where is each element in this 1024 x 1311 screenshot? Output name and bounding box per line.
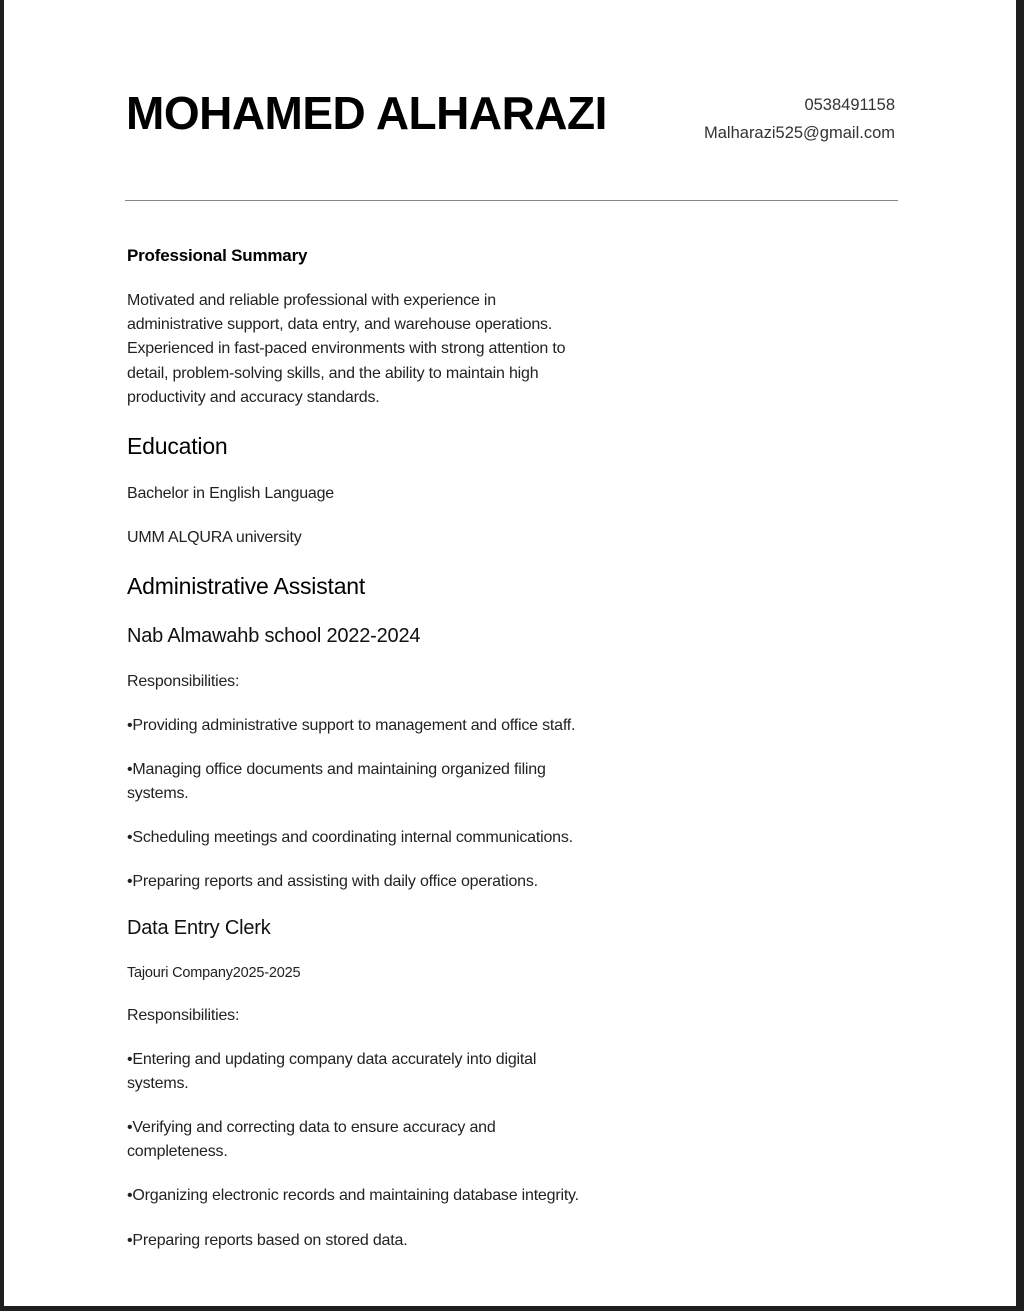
job1-responsibilities-label: Responsibilities: [127, 673, 240, 690]
job2-bullet-continued: systems. [127, 1075, 189, 1092]
summary-line: productivity and accuracy standards. [127, 389, 380, 406]
candidate-name: MOHAMED ALHARAZI [126, 87, 607, 139]
job2-bullet: •Organizing electronic records and maintaining database integrity. [127, 1187, 579, 1204]
education-heading: Education [127, 433, 228, 459]
job1-bullet: •Providing administrative support to management and office staff. [127, 717, 576, 734]
education-degree: Bachelor in English Language [127, 485, 335, 502]
job2-bullet: •Entering and updating company data accurately into digital [127, 1051, 537, 1068]
header-divider [125, 200, 898, 201]
job2-bullet: •Preparing reports based on stored data. [127, 1232, 408, 1249]
job1-bullet-continued: systems. [127, 785, 189, 802]
job2-company: Tajouri Company2025-2025 [127, 965, 301, 981]
job1-bullet: •Preparing reports and assisting with daily office operations. [127, 873, 538, 890]
resume-page [4, 0, 1016, 1306]
job2-responsibilities-label: Responsibilities: [127, 1007, 240, 1024]
job1-bullet: •Scheduling meetings and coordinating internal communications. [127, 829, 573, 846]
job1-bullet: •Managing office documents and maintaining organized filing [127, 761, 546, 778]
summary-line: detail, problem-solving skills, and the ability to maintain high [127, 365, 539, 382]
phone-number: 0538491158 [804, 96, 895, 114]
education-school: UMM ALQURA university [127, 529, 302, 546]
email-address: Malharazi525@gmail.com [704, 124, 895, 142]
job2-title: Data Entry Clerk [127, 917, 271, 939]
summary-line: Motivated and reliable professional with experience in [127, 292, 496, 309]
job2-bullet-continued: completeness. [127, 1143, 228, 1160]
job1-title: Administrative Assistant [127, 573, 366, 599]
job2-bullet: •Verifying and correcting data to ensure accuracy and [127, 1119, 496, 1136]
summary-line: Experienced in fast-paced environments with strong attention to [127, 340, 566, 357]
summary-heading: Professional Summary [127, 246, 308, 265]
summary-line: administrative support, data entry, and warehouse operations. [127, 316, 553, 333]
job1-company: Nab Almawahb school 2022-2024 [127, 625, 421, 647]
